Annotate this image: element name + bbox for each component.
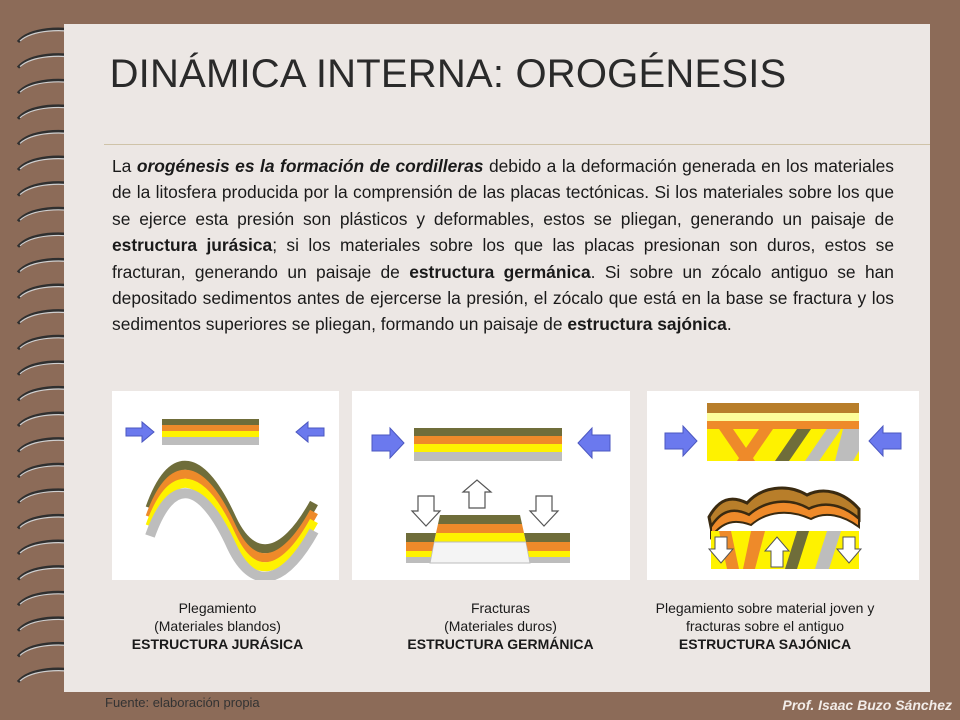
paragraph-run: . Si sobre un zócalo antiguo se han depositado sedimentos antes de ejercerse la presión, el zócalo que está en la base se fractura y los sedimentos superiores se pliegan, formando un paisaje de <box>112 261 894 335</box>
right-compression-arrow-icon <box>296 422 324 442</box>
caption-germanica <box>378 599 623 653</box>
paragraph-run: debido a la deformación generada en los materiales de la litosfera producida por la comprensión de las placas tectónicas. Si los materiales sobre los que se ejerce esta presión son plásticos y deformables, estos se pliegan, generando un paisaje de <box>112 156 894 229</box>
slide-title: DINÁMICA INTERNA: OROGÉNESIS <box>109 52 787 96</box>
author-credit: Prof. Isaac Buzo Sánchez <box>782 697 952 713</box>
left-compression-arrow-icon <box>126 422 154 442</box>
right-compression-arrow-icon <box>869 426 901 456</box>
caption-line: Plegamiento sobre material joven y <box>655 600 875 616</box>
paragraph-run: estructura germánica <box>409 261 591 282</box>
uplift-arrow-icon <box>463 480 491 508</box>
caption-line: (Materiales duros) <box>444 618 557 634</box>
paragraph-run: ; si los materiales sobre los que las placas presionan son duros, estos se fracturan, generando un paisaje de <box>112 235 895 282</box>
caption-structure: ESTRUCTURA JURÁSICA <box>131 636 304 652</box>
figure-germanica <box>352 391 630 580</box>
paragraph-run: estructura jurásica <box>112 235 273 256</box>
paragraph-run: . <box>726 314 732 335</box>
source-note: Fuente: elaboración propia <box>105 695 260 710</box>
left-compression-arrow-icon <box>372 428 404 458</box>
subsidence-arrow-right-icon <box>530 496 558 526</box>
folded-strata <box>150 465 314 576</box>
caption-line: Fracturas <box>470 600 531 616</box>
saxon-strata <box>707 403 859 461</box>
subsidence-arrow-left-icon <box>412 496 440 526</box>
paragraph-run: estructura sajónica <box>567 314 727 335</box>
graben-right <box>524 533 570 563</box>
right-compression-arrow-icon <box>578 428 610 458</box>
caption-structure: ESTRUCTURA SAJÓNICA <box>678 636 852 652</box>
flat-strata <box>414 428 562 461</box>
flat-strata <box>162 419 259 445</box>
caption-sajonica <box>630 599 900 653</box>
left-compression-arrow-icon <box>665 426 697 456</box>
slide-page <box>64 24 930 692</box>
folded-cover <box>709 488 859 537</box>
caption-line: fracturas sobre el antiguo <box>686 618 844 634</box>
figure-sajonica <box>647 391 919 580</box>
caption-structure: ESTRUCTURA GERMÁNICA <box>407 636 594 652</box>
paragraph-run: La <box>112 156 137 176</box>
caption-jurasica <box>100 599 335 653</box>
caption-line: (Materiales blandos) <box>154 618 281 634</box>
figure-jurasica <box>112 391 339 580</box>
body-paragraph <box>112 153 894 338</box>
paragraph-run: orogénesis es la formación de cordilleras <box>136 156 484 176</box>
caption-line: Plegamiento <box>178 600 257 616</box>
title-divider <box>104 144 930 145</box>
horst-block <box>430 515 530 563</box>
